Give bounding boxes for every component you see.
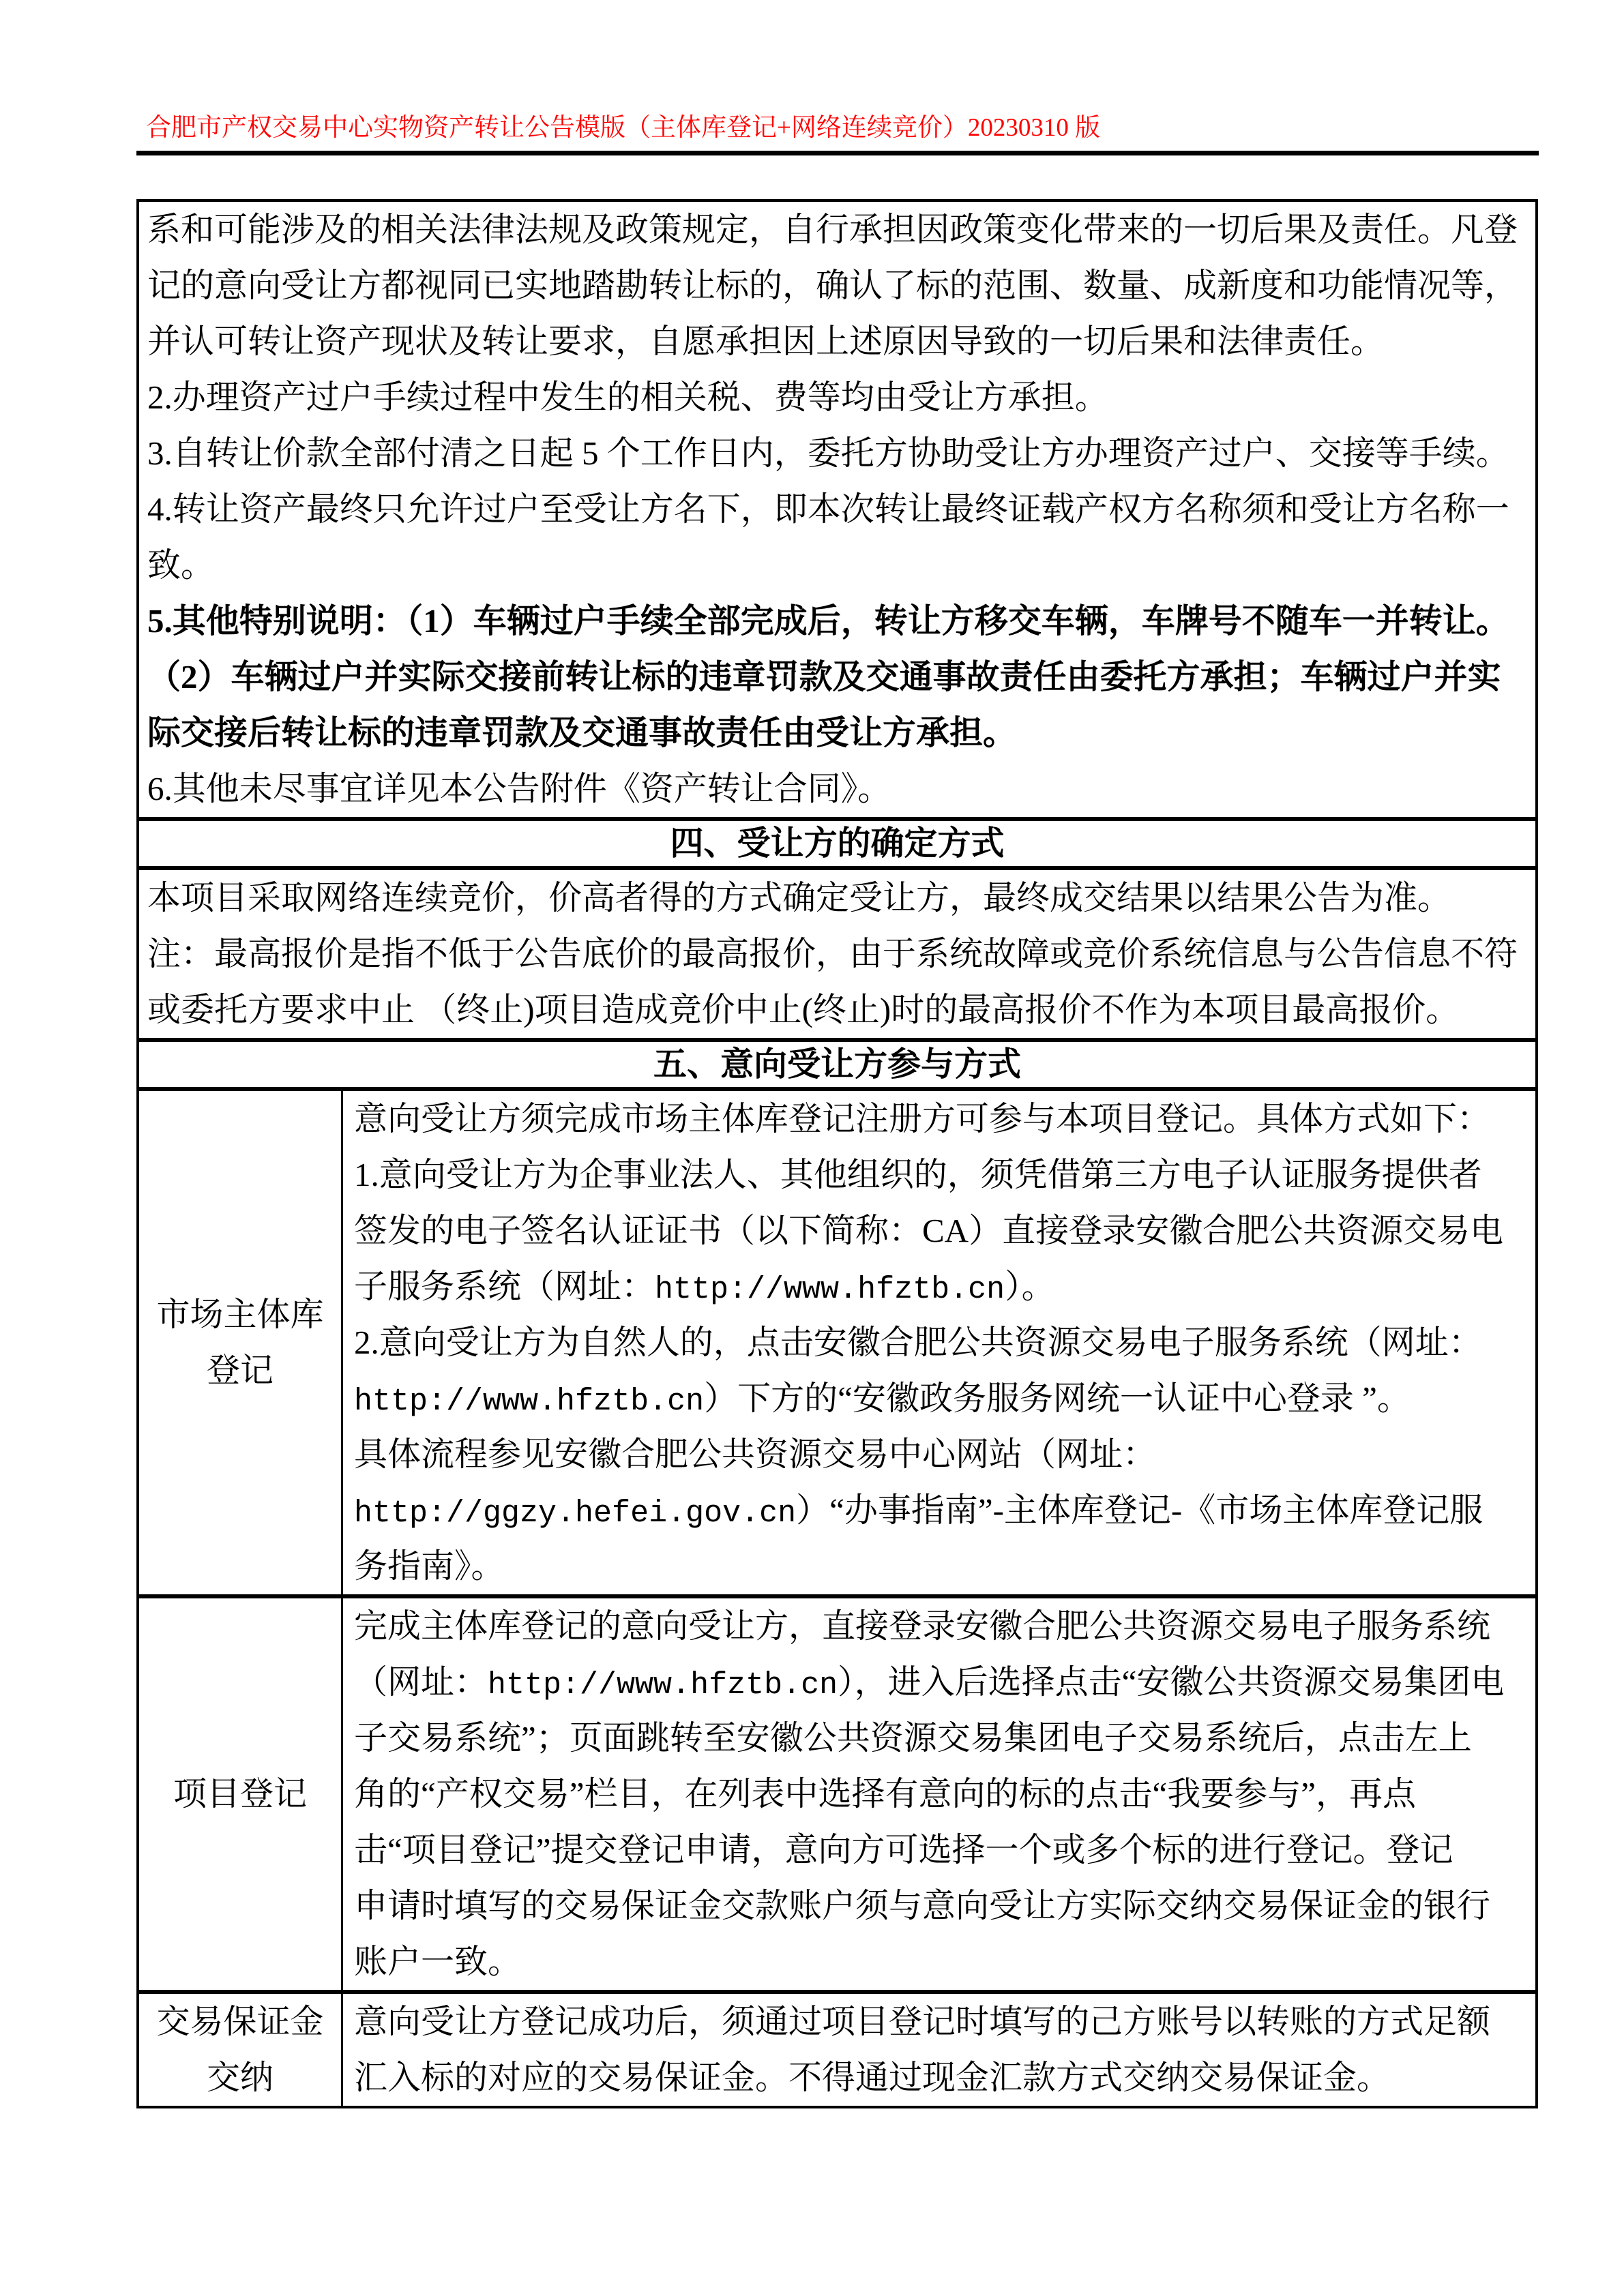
url-text: http://www.hfztb.cn	[488, 1668, 838, 1703]
terms-line	[147, 258, 1527, 314]
market-registry-row	[139, 1091, 1535, 1594]
section4-row	[139, 870, 1535, 1038]
document-header-title: 合肥市产权交易中心实物资产转让公告模版（主体库登记+网络连续竞价）20230310 版	[146, 114, 1101, 142]
text-segment: 注：最高报价是指不低于公告底价的最高报价，由于系统故障或竞价系统信息与公告信息不符	[147, 935, 1518, 972]
project-registration-content	[343, 1598, 1535, 1990]
content-line	[354, 1598, 1529, 1654]
text-segment: （网址：	[354, 1663, 488, 1701]
text-segment: 完成主体库登记的意向受让方，直接登录安徽合肥公共资源交易电子服务系统	[354, 1607, 1491, 1645]
url-text: http://www.hfztb.cn	[354, 1384, 705, 1419]
text-segment: 子交易系统”；页面跳转至安徽公共资源交易集团电子交易系统后，点击左上	[354, 1719, 1472, 1757]
section5-header: 五、意向受让方参与方式	[653, 1045, 1021, 1083]
content-line	[354, 1654, 1529, 1710]
content-line	[354, 2050, 1529, 2106]
content-line	[354, 1427, 1529, 1482]
row-label-line: 交易保证金	[156, 2003, 324, 2040]
market-registry-content	[343, 1091, 1535, 1594]
announcement-table	[136, 199, 1538, 2108]
text-segment: 系和可能涉及的相关法律法规及政策规定，自行承担因政策变化带来的一切后果及责任。凡登	[147, 211, 1518, 248]
row-label-line: 项目登记	[173, 1775, 307, 1813]
text-segment: ），进入后选择点击“安徽公共资源交易集团电	[838, 1663, 1505, 1701]
header-rule	[136, 151, 1539, 155]
content-line	[354, 1315, 1529, 1371]
section4-line	[147, 982, 1527, 1038]
content-line	[354, 1766, 1529, 1822]
deposit-payment-content	[343, 1994, 1535, 2106]
terms-line	[147, 481, 1527, 537]
terms-line	[147, 426, 1527, 481]
row-label-deposit-payment	[139, 1994, 341, 2106]
text-segment: 5.其他特别说明：（1）车辆过户手续全部完成后，转让方移交车辆，车牌号不随车一并转让。	[147, 602, 1509, 640]
text-segment: 或委托方要求中止 （终止)项目造成竞价中止(终止)时的最高报价不作为本项目最高报价。	[147, 991, 1460, 1028]
content-line	[354, 1710, 1529, 1766]
content-line	[354, 1822, 1529, 1878]
text-segment: 6.其他未尽事宜详见本公告附件《资产转让合同》。	[147, 770, 891, 807]
text-segment: 意向受让方须完成市场主体库登记注册方可参与本项目登记。具体方式如下：	[354, 1100, 1491, 1137]
text-segment: 账户一致。	[354, 1943, 522, 1980]
terms-line	[147, 314, 1527, 370]
content-line	[354, 1994, 1529, 2050]
text-segment: 击“项目登记”提交登记申请，意向方可选择一个或多个标的进行登记。登记	[354, 1831, 1453, 1868]
content-line	[354, 1259, 1529, 1315]
text-segment: 角的“产权交易”栏目，在列表中选择有意向的标的点击“我要参与”，再点	[354, 1775, 1416, 1813]
text-segment: 3.自转让价款全部付清之日起 5 个工作日内，委托方协助受让方办理资产过户、交接等手续。	[147, 434, 1509, 472]
content-line	[354, 1934, 1529, 1990]
text-segment: ）下方的“安徽政务服务网统一认证中心登录 ”。	[704, 1380, 1411, 1417]
text-segment: 子服务系统（网址：	[354, 1268, 655, 1305]
terms-line	[147, 370, 1527, 426]
row-label-market-registry	[139, 1091, 341, 1594]
text-segment: 致。	[147, 546, 215, 584]
text-segment: 2.意向受让方为自然人的，点击安徽合肥公共资源交易电子服务系统（网址：	[354, 1324, 1482, 1361]
terms-line	[147, 761, 1527, 817]
section4-line	[147, 870, 1527, 926]
row-label-project-registration	[139, 1598, 341, 1990]
text-segment: 际交接后转让标的违章罚款及交通事故责任由受让方承担。	[147, 714, 1017, 751]
text-segment: 4.转让资产最终只允许过户至受让方名下，即本次转让最终证载产权方名称须和受让方名称一	[147, 490, 1509, 528]
project-registration-row	[139, 1598, 1535, 1990]
text-segment: ）“办事指南”-主体库登记-《市场主体库登记服	[796, 1491, 1483, 1529]
text-segment: 签发的电子签名认证证书（以下简称：CA）直接登录安徽合肥公共资源交易电	[354, 1212, 1504, 1249]
text-segment: 务指南》。	[354, 1547, 505, 1585]
text-segment: 具体流程参见安徽合肥公共资源交易中心网站（网址：	[354, 1435, 1157, 1473]
url-text: http://www.hfztb.cn	[655, 1272, 1005, 1307]
text-segment: 本项目采取网络连续竞价，价高者得的方式确定受让方，最终成交结果以结果公告为准。	[147, 879, 1451, 916]
content-line	[354, 1371, 1529, 1427]
content-line	[354, 1538, 1529, 1594]
row-label-line: 登记	[206, 1352, 274, 1389]
terms-line	[147, 537, 1527, 593]
section4-line	[147, 926, 1527, 982]
row-label-line: 市场主体库	[156, 1296, 324, 1333]
deposit-payment-row	[139, 1994, 1535, 2106]
text-segment: 汇入标的对应的交易保证金。不得通过现金汇款方式交纳交易保证金。	[354, 2059, 1391, 2096]
url-text: http://ggzy.hefei.gov.cn	[354, 1496, 797, 1531]
row-label-line: 交纳	[206, 2059, 274, 2096]
text-segment: 记的意向受让方都视同已实地踏勘转让标的，确认了标的范围、数量、成新度和功能情况等，	[147, 267, 1518, 304]
text-segment: 并认可转让资产现状及转让要求，自愿承担因上述原因导致的一切后果和法律责任。	[147, 323, 1385, 360]
text-segment: （2）车辆过户并实际交接前转让标的违章罚款及交通事故责任由委托方承担；车辆过户并实	[147, 658, 1501, 696]
section4-header: 四、受让方的确定方式	[670, 824, 1005, 862]
terms-line-special-note	[147, 705, 1527, 761]
text-segment: 1.意向受让方为企事业法人、其他组织的，须凭借第三方电子认证服务提供者	[354, 1156, 1482, 1193]
content-line	[354, 1203, 1529, 1259]
text-segment: 意向受让方登记成功后，须通过项目登记时填写的己方账号以转账的方式足额	[354, 2003, 1491, 2040]
terms-line-special-note	[147, 649, 1527, 705]
content-line	[354, 1482, 1529, 1538]
content-line	[354, 1147, 1529, 1203]
content-line	[354, 1878, 1529, 1934]
text-segment: 2.办理资产过户手续过程中发生的相关税、费等均由受让方承担。	[147, 378, 1108, 416]
terms-line	[147, 202, 1527, 258]
content-line	[354, 1091, 1529, 1147]
terms-row	[139, 202, 1535, 817]
terms-line-special-note	[147, 593, 1527, 649]
text-segment: ）。	[1005, 1268, 1055, 1305]
text-segment: 申请时填写的交易保证金交款账户须与意向受让方实际交纳交易保证金的银行	[354, 1887, 1491, 1924]
